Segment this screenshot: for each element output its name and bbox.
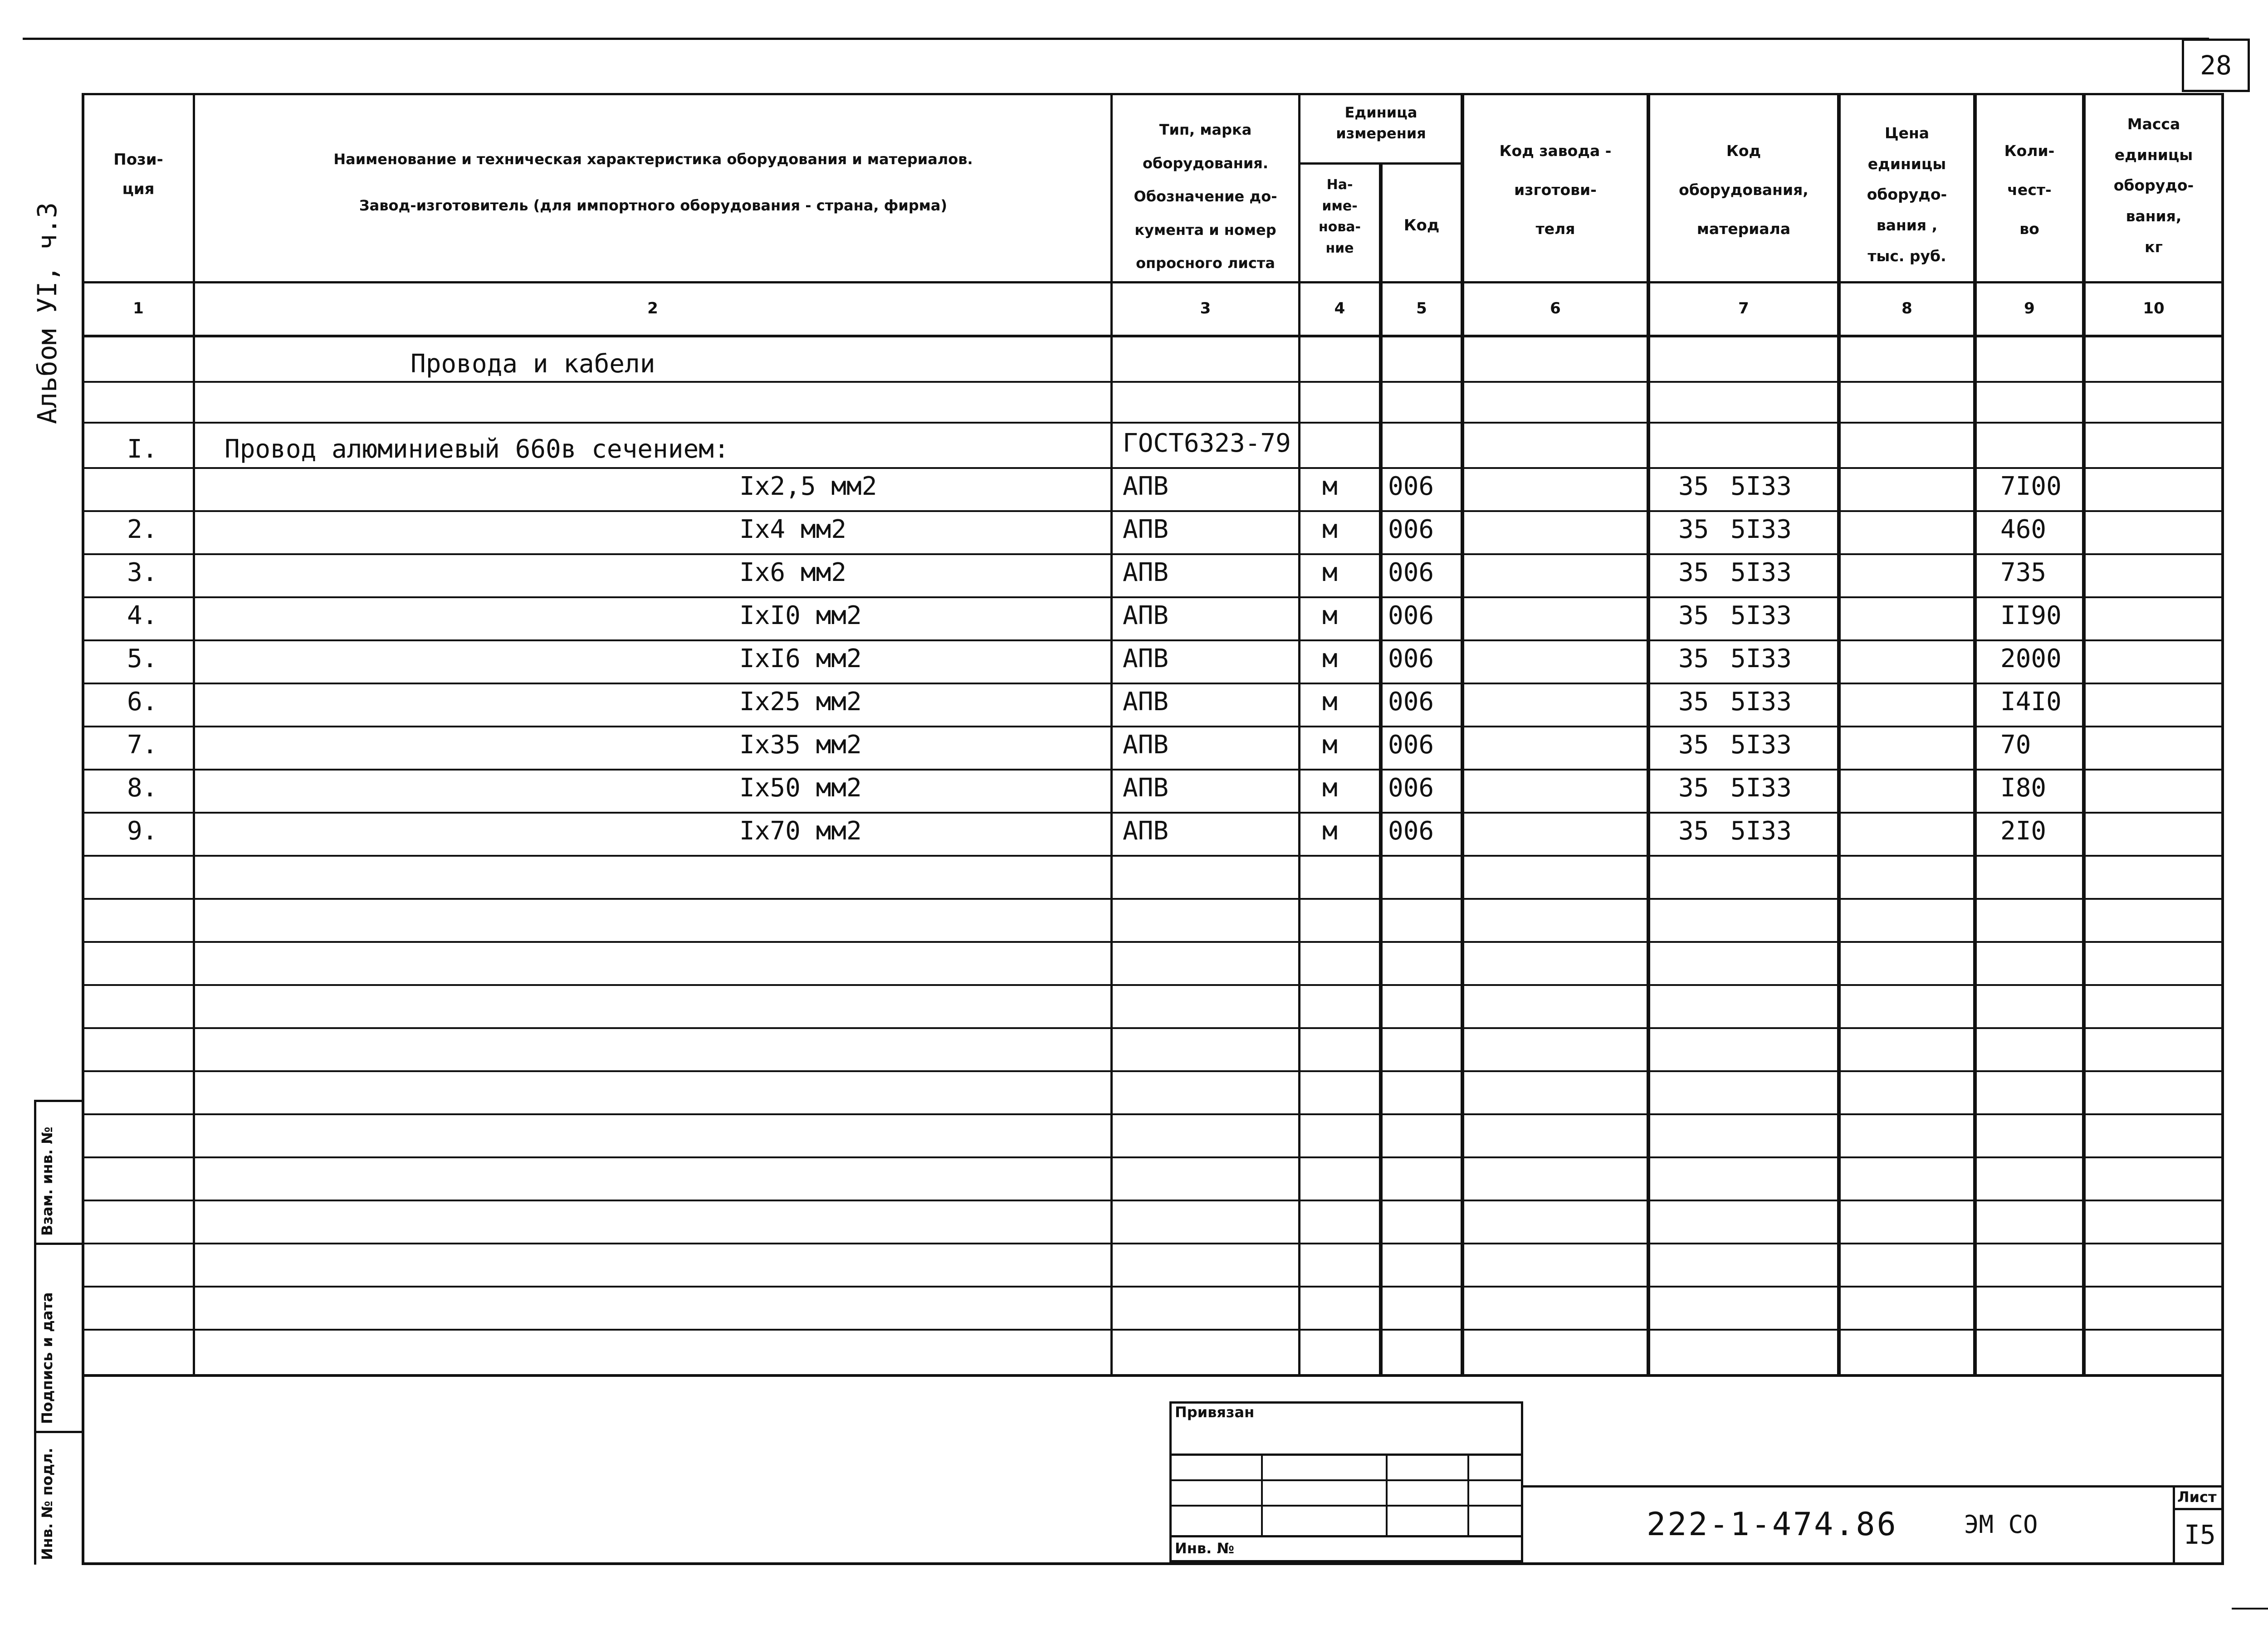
row-cell-unit: м (1322, 515, 1338, 544)
row-cell-qty: 2I0 (2000, 816, 2047, 846)
row-cell-mat_b: 5I33 (1730, 816, 1792, 846)
row-cell-mat_b: 5I33 (1730, 730, 1792, 760)
header-num-sep (82, 335, 2223, 337)
row-cell-unit: м (1322, 816, 1338, 846)
row-line (82, 1200, 2223, 1201)
top-rule (23, 38, 2209, 40)
col-sep-9 (2082, 93, 2086, 1376)
list-sep (2173, 1508, 2224, 1510)
col-sep-6 (1647, 93, 1650, 1376)
row-cell-qty: 2000 (2000, 644, 2062, 673)
row-cell-unit: м (1322, 644, 1338, 673)
col-header-2: Наименование и техническая характеристика оборудования и материалов. Завод-изготовитель (для импортного оборудования - страна, фирма) (333, 151, 973, 215)
row-cell-mat_a: 35 (1678, 687, 1709, 717)
row-cell-mat_b: 5I33 (1730, 687, 1792, 717)
row-line (82, 1070, 2223, 1072)
row-cell-mat_a: 35 (1678, 515, 1709, 544)
row-cell-name: Iх4 мм2 (739, 515, 847, 544)
bottom-right-rule (2232, 1608, 2268, 1610)
row-cell-pos: 5. (127, 644, 158, 673)
col-num-7: 7 (1738, 299, 1749, 317)
list-label: Лист (2177, 1488, 2217, 1506)
row-line (82, 1243, 2223, 1244)
row-line (82, 467, 2223, 469)
stamp-vzam: Взам. инв. № (39, 1127, 56, 1236)
col-sep-5 (1461, 93, 1464, 1376)
row-cell-qty: I4I0 (2000, 687, 2062, 717)
row-cell-name: IхI0 мм2 (739, 601, 862, 630)
row-cell-mat_b: 5I33 (1730, 644, 1792, 673)
row-cell-mat_b: 5I33 (1730, 773, 1792, 803)
col-num-1: 1 (133, 299, 144, 317)
row-cell-pos: 2. (127, 515, 158, 544)
row-line (82, 639, 2223, 641)
row-cell-name: Iх35 мм2 (739, 730, 862, 760)
row-cell-code: 006 (1388, 558, 1434, 587)
row-cell-name: Iх70 мм2 (739, 816, 862, 846)
doc-code: 222-1-474.86 (1647, 1506, 1898, 1543)
row-cell-mat_b: 5I33 (1730, 558, 1792, 587)
row-cell-code: 006 (1388, 816, 1434, 846)
col-num-6: 6 (1550, 299, 1561, 317)
col-num-8: 8 (1901, 299, 1912, 317)
row-cell-mat_a: 35 (1678, 558, 1709, 587)
row-cell-qty: 70 (2000, 730, 2031, 760)
row-line (82, 381, 2223, 383)
row-line (82, 1156, 2223, 1158)
row-cell-unit: м (1322, 558, 1338, 587)
row-cell-pos: 6. (127, 687, 158, 717)
row-line (82, 1113, 2223, 1115)
row-cell-type: АПВ (1123, 644, 1169, 673)
row-cell-mat_b: 5I33 (1730, 472, 1792, 501)
row-cell-pos: 7. (127, 730, 158, 760)
col-header-1: Пози- ция (113, 151, 163, 198)
frame-top (82, 93, 2223, 95)
stamp-top (34, 1100, 84, 1102)
row-cell-type: АПВ (1123, 687, 1169, 717)
row-cell-type: АПВ (1123, 515, 1169, 544)
col-header-4: На- име- нова- ние (1318, 177, 1361, 256)
row-cell-qty: 735 (2000, 558, 2047, 587)
row-cell-code: 006 (1388, 644, 1434, 673)
row-cell-mat_b: 5I33 (1730, 601, 1792, 630)
col-header-10: Масса единицы оборудо- вания, кг (2113, 115, 2194, 256)
col-sep-3 (1298, 93, 1300, 1376)
privyazan-sep-4 (1169, 1535, 1523, 1537)
inv-no-label: Инв. № (1175, 1540, 1234, 1557)
col-header-5: Код (1403, 216, 1440, 234)
row-line (82, 553, 2223, 555)
row-cell-mat_a: 35 (1678, 773, 1709, 803)
row-cell-name: Iх2,5 мм2 (739, 472, 877, 501)
col-sep-1 (193, 93, 195, 1376)
row-line (82, 596, 2223, 598)
row-line (82, 1027, 2223, 1029)
row-cell-name: Iх50 мм2 (739, 773, 862, 803)
row-line (82, 812, 2223, 814)
row-cell-mat_a: 35 (1678, 472, 1709, 501)
col-header-6: Код завода - изготови- теля (1499, 142, 1612, 238)
album-label: Альбом УІ, ч.3 (32, 202, 63, 424)
row-line (82, 769, 2223, 771)
row-cell-name: IхI6 мм2 (739, 644, 862, 673)
stamp-podpis: Подпись и дата (39, 1292, 56, 1424)
col-num-2: 2 (647, 299, 658, 317)
row-cell-qty: II90 (2000, 601, 2062, 630)
doc-row-top (1523, 1485, 2224, 1488)
item-name: Провод алюминиевый 660в сечением: (225, 434, 729, 464)
list-number: I5 (2184, 1519, 2216, 1550)
row-line (82, 1329, 2223, 1331)
row-cell-pos: 3. (127, 558, 158, 587)
row-cell-unit: м (1322, 730, 1338, 760)
stamp-sep-1 (34, 1243, 84, 1245)
col-sep-8 (1973, 93, 1977, 1376)
row-cell-mat_a: 35 (1678, 644, 1709, 673)
row-cell-type: АПВ (1123, 558, 1169, 587)
doc-mark: ЭМ СО (1964, 1510, 2038, 1539)
privyazan-sep-3 (1169, 1505, 1523, 1507)
row-cell-code: 006 (1388, 687, 1434, 717)
row-cell-code: 006 (1388, 515, 1434, 544)
row-line (82, 1286, 2223, 1288)
col-num-4: 4 (1334, 299, 1345, 317)
col-num-5: 5 (1416, 299, 1427, 317)
col-num-10: 10 (2143, 299, 2165, 317)
row-cell-mat_b: 5I33 (1730, 515, 1792, 544)
row-cell-code: 006 (1388, 730, 1434, 760)
stamp-inv: Инв. № подл. (39, 1448, 56, 1560)
row-cell-qty: 7I00 (2000, 472, 2062, 501)
row-cell-type: АПВ (1123, 472, 1169, 501)
stamp-col-left (34, 1100, 36, 1565)
privyazan-col-3 (1467, 1454, 1469, 1535)
row-cell-code: 006 (1388, 601, 1434, 630)
col-num-3: 3 (1200, 299, 1211, 317)
row-cell-type: АПВ (1123, 601, 1169, 630)
row-line (82, 422, 2223, 424)
col-sep-2 (1110, 93, 1113, 1376)
row-cell-mat_a: 35 (1678, 816, 1709, 846)
header-sep (82, 281, 2223, 283)
col-header-8: Цена единицы оборудо- вания , тыс. руб. (1867, 124, 1947, 265)
row-cell-unit: м (1322, 601, 1338, 630)
row-line (82, 941, 2223, 943)
row-line (82, 726, 2223, 727)
row-line (82, 855, 2223, 857)
row-cell-name: Iх6 мм2 (739, 558, 847, 587)
row-cell-mat_a: 35 (1678, 730, 1709, 760)
row-cell-name: Iх25 мм2 (739, 687, 862, 717)
row-cell-pos: 9. (127, 816, 158, 846)
privyazan-col-1 (1261, 1454, 1263, 1535)
row-line (82, 1374, 2223, 1377)
privyazan-col-2 (1386, 1454, 1388, 1535)
col-header-3: Тип, марка оборудования. Обозначение до- кумента и номер опросного листа (1134, 121, 1277, 272)
row-cell-pos: 8. (127, 773, 158, 803)
row-cell-unit: м (1322, 687, 1338, 717)
row-cell-pos: 4. (127, 601, 158, 630)
row-line (82, 984, 2223, 986)
col-header-7: Код оборудования, материала (1679, 142, 1809, 238)
col-header-9: Коли- чест- во (2004, 142, 2055, 238)
section-title: Провода и кабели (411, 349, 655, 379)
row-cell-qty: 460 (2000, 515, 2047, 544)
row-cell-type: АПВ (1123, 730, 1169, 760)
row-line (82, 510, 2223, 512)
row-line (82, 683, 2223, 684)
privyazan-box (1169, 1401, 1523, 1562)
row-cell-code: 006 (1388, 773, 1434, 803)
item-doc: ГОСТ6323-79 (1123, 429, 1291, 458)
row-cell-unit: м (1322, 472, 1338, 501)
unit-group-sep (1298, 162, 1461, 165)
privyazan-sep-1 (1169, 1454, 1523, 1456)
item-pos: I. (127, 434, 158, 464)
row-cell-code: 006 (1388, 472, 1434, 501)
row-cell-qty: I80 (2000, 773, 2047, 803)
row-cell-type: АПВ (1123, 773, 1169, 803)
row-cell-unit: м (1322, 773, 1338, 803)
privyazan-sep-2 (1169, 1479, 1523, 1481)
privyazan-label: Привязан (1175, 1404, 1255, 1421)
row-cell-type: АПВ (1123, 816, 1169, 846)
col-sep-7 (1837, 93, 1841, 1376)
sheet-number: 28 (2200, 50, 2232, 81)
stamp-sep-2 (34, 1431, 84, 1433)
col-num-9: 9 (2024, 299, 2035, 317)
row-line (82, 898, 2223, 900)
frame-bottom (82, 1562, 2224, 1565)
row-cell-mat_a: 35 (1678, 601, 1709, 630)
unit-group-title: Единица измерения (1336, 104, 1426, 142)
